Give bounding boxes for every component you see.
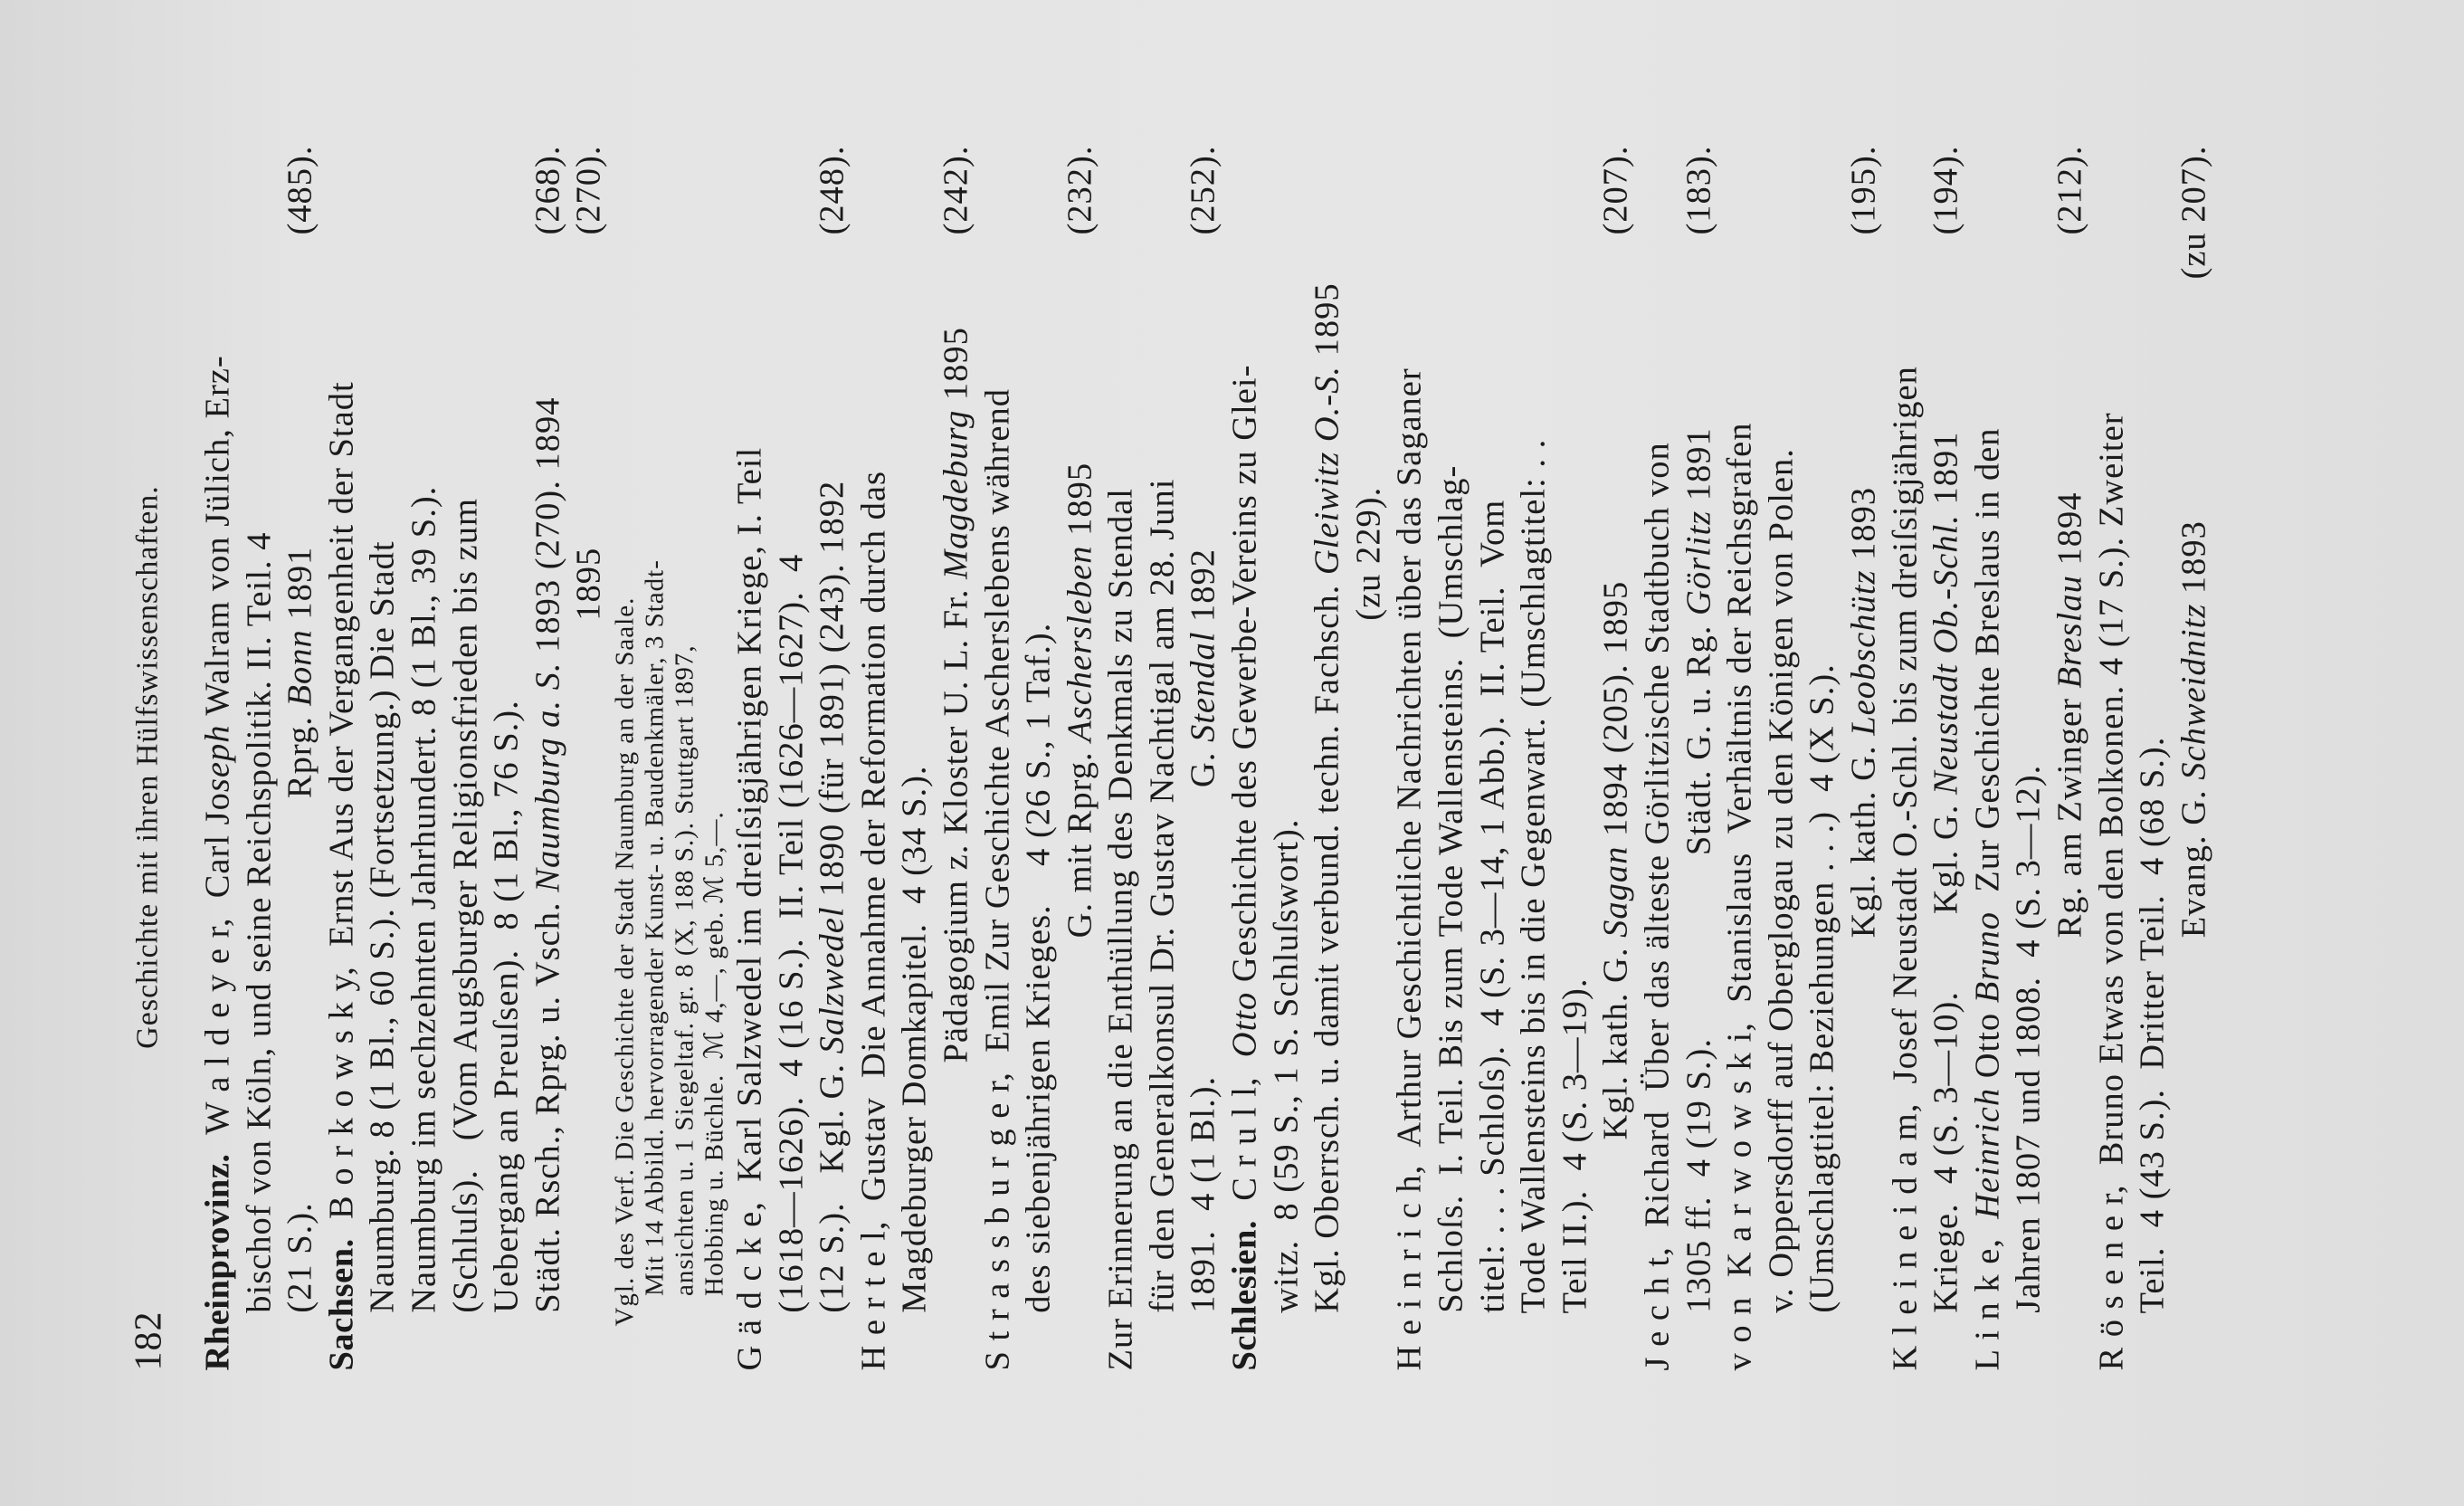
entry-line (1389, 145, 1431, 1370)
entry-text: Pädagogium z. Kloster U. L. Fr. Magdeburg 1895 (936, 326, 975, 1370)
entry-text: Uebergang an Preuſsen). 8 (1 Bl., 76 S.). (487, 699, 526, 1370)
entry-line (1555, 145, 1596, 1370)
entry-line (1018, 145, 1060, 1370)
entry-text: G ä d c k e, Karl Salzwedel im dreiſsigjährigen Kriege, I. Teil (729, 446, 768, 1370)
footnote-line (699, 145, 729, 1370)
entry-text: Magdeburger Domkapitel. 4 (34 S.). (895, 764, 934, 1370)
entry-text: H e r t e l, Gustav Die Annahme der Reformation durch das (853, 470, 892, 1370)
entry-text: Mit 14 Abbild. hervorragender Kunst- u. Baudenkmäler, 3 Stadt- (639, 558, 669, 1370)
entry-line (2008, 145, 2050, 1370)
entry-text: witz. 8 (59 S., 1 S. Schluſswort). (1266, 818, 1305, 1370)
entry-text: 1895 (569, 547, 608, 1370)
entry-text: bischof von Köln, und seine Reichspolitik. II. Teil. 4 (239, 530, 278, 1370)
entry-line (1926, 145, 1967, 1370)
entry-line (1843, 145, 1885, 1370)
entry-text: Naumburg. 8 (1 Bl., 60 S.). (Fortsetzung.) Die Stadt (363, 539, 402, 1370)
bibliography-body (197, 145, 2214, 1370)
entry-line (1183, 145, 1224, 1370)
entry-line (1885, 145, 1926, 1370)
entry-text: (zu 229). (1348, 486, 1387, 1370)
entry-line (2050, 145, 2091, 1370)
entry-line (1595, 145, 1637, 1370)
entry-line (404, 145, 445, 1370)
entry-line (445, 145, 487, 1370)
entry-text: Naumburg im sechzehnten Jahrhundert. 8 (1 Bl., 39 S.). (404, 485, 442, 1370)
entry-text: (12 S.). Kgl. G. Salzwedel 1890 (für 1891) (243). 1892 (813, 480, 851, 1370)
entry-line (321, 145, 363, 1370)
entry-text: R ö s e n e r, Bruno Etwas von den Bolkonen. 4 (17 S.). Zweiter (2091, 411, 2130, 1370)
entry-text: Zur Erinnerung an die Enthüllung des Denkmals zu Stendal (1101, 487, 1140, 1370)
entry-line (1719, 145, 1761, 1370)
entry-line (729, 145, 771, 1370)
entry-line (936, 145, 977, 1370)
entry-line (1142, 145, 1184, 1370)
program-number: (270). (569, 145, 608, 235)
entry-text: G. mit Rprg. Aschersleben 1895 (1060, 462, 1099, 1370)
program-number: (183). (1679, 145, 1717, 235)
entry-text: Teil II.). 4 (S. 3—19). (1555, 977, 1594, 1370)
entry-text: Kgl. Oberrsch. u. damit verbund. techn. Fachsch. Gleiwitz O.-S. 1895 (1308, 281, 1346, 1370)
entry-line (853, 145, 895, 1370)
entry-text: für den Generalkonsul Dr. Gustav Nachtigal am 28. Juni (1142, 478, 1181, 1370)
entry-text: L i n k e, Heinrich Otto Bruno Zur Geschichte Breslaus in den (1967, 426, 2006, 1370)
entry-line (2174, 145, 2215, 1370)
entry-text: Schloſs. I. Teil. Bis zum Tode Wallensteins. (Umschlag- (1432, 464, 1470, 1370)
entry-line (1100, 145, 1142, 1370)
entry-line (1637, 145, 1679, 1370)
entry-text: Teil. 4 (43 S.). Dritter Teil. 4 (68 S.). (2133, 736, 2172, 1370)
entry-text: Jahren 1807 und 1808. 4 (S. 3—12). (2009, 764, 2048, 1370)
entry-line (771, 145, 813, 1370)
entry-line (1472, 145, 1514, 1370)
entry-text: (1618—1626). 4 (16 S.). II. Teil (1626—1627). 4 (771, 553, 810, 1370)
entry-line (977, 145, 1019, 1370)
program-number: (485). (281, 145, 319, 235)
entry-text: Rg. am Zwinger Breslau 1894 (2050, 491, 2088, 1370)
entry-text: Kgl. kath. G. Leobschütz 1893 (1843, 486, 1882, 1370)
entry-line (1761, 145, 1803, 1370)
entry-line (1679, 145, 1720, 1370)
entry-text: (Schluſs). (Vom Augsburger Religionsfrieden bis zum (445, 497, 484, 1370)
entry-line (1431, 145, 1472, 1370)
entry-line (1802, 145, 1843, 1370)
entry-text: Sachsen. B o r k o w s k y, Ernst Aus der Vergangenheit der Stadt (321, 380, 360, 1370)
entry-text: H e i n r i c h, Arthur Geschichtliche Nachrichten über das Saganer (1390, 367, 1429, 1370)
program-number: (195). (1843, 145, 1882, 235)
page-header (127, 163, 181, 1370)
page-number: 182 (128, 1311, 169, 1370)
program-number: (212). (2050, 145, 2088, 235)
entry-text: Vgl. des Verf. Die Geschichte der Stadt Naumburg an der Saale. (609, 596, 639, 1370)
entry-text: 1891. 4 (1 Bl.). G. Stendal 1892 (1184, 548, 1222, 1370)
program-number: (252). (1184, 145, 1222, 235)
entry-line (1266, 145, 1308, 1370)
entry-line (280, 145, 321, 1370)
entry-text: (21 S.). Rprg. Bonn 1891 (281, 546, 319, 1370)
footnote-line (610, 145, 640, 1370)
entry-text: Schlesien. C r u l l, Otto Geschichte des Gewerbe-Vereins zu Glei- (1225, 364, 1264, 1370)
entry-text: ansichten u. 1 Siegeltaf. gr. 8 (X, 188 S.). Stuttgart 1897, (669, 643, 699, 1370)
entry-line (1348, 145, 1390, 1370)
entry-text: 1305 ff. 4 (19 S.). Städt. G. u. Rg. Görlitz 1891 (1679, 426, 1717, 1370)
entry-line (1513, 145, 1555, 1370)
entry-line (1967, 145, 2009, 1370)
entry-line (894, 145, 936, 1370)
footnote-line (640, 145, 670, 1370)
program-number: (242). (936, 145, 975, 235)
entry-text: Kgl. kath. G. Sagan 1894 (205). 1895 (1596, 580, 1635, 1370)
entry-text: Rheinprovinz. W a l d e y e r, Carl Joseph Walram von Jülich, Erz- (198, 354, 236, 1370)
entry-text: des siebenjährigen Krieges. 4 (26 S., 1 Taf.). (1019, 622, 1058, 1370)
entry-text: J e c h t, Richard Über das älteste Görlitzische Stadtbuch von (1638, 441, 1676, 1370)
entry-text: v. Oppersdorff auf Oberglogau zu den Königen von Polen. (1761, 447, 1800, 1370)
entry-line (2132, 145, 2174, 1370)
entry-line (239, 145, 281, 1370)
entry-line (568, 145, 610, 1370)
entry-text: S t r a s s b u r g e r, Emil Zur Geschichte Ascherslebens während (977, 387, 1016, 1370)
entry-text: titel: . . . Schloſs). 4 (S. 3—14, 1 Abb.). II. Teil. Vom (1472, 499, 1511, 1370)
program-number: (268). (528, 145, 566, 235)
program-number: (232). (1060, 145, 1099, 235)
entry-text: K l e i n e i d a m, Josef Neustadt O.-Schl. bis zum dreiſsigjährigen (1885, 365, 1924, 1370)
entry-text: (Umschlagtitel: Beziehungen . . .) 4 (X S.). (1803, 662, 1841, 1370)
entry-line (486, 145, 528, 1370)
entry-text: Städt. Rsch., Rprg. u. Vsch. Naumburg a. S. 1893 (270). 1894 (528, 396, 566, 1370)
entry-text: Tode Wallensteins bis in die Gegenwart. (Umschlagtitel: . . (1514, 438, 1553, 1370)
program-number: (207). (1596, 145, 1635, 235)
entry-line (2091, 145, 2133, 1370)
entry-text: Kriege. 4 (S. 3—10). Kgl. G. Neustadt Ob.-Schl. 1891 (1926, 430, 1965, 1370)
footnote-line (670, 145, 699, 1370)
entry-line (1224, 145, 1266, 1370)
entry-line (197, 145, 239, 1370)
entry-line (812, 145, 853, 1370)
program-number: (194). (1926, 145, 1965, 235)
entry-text: Evang. G. Schweidnitz 1893 (2174, 519, 2212, 1370)
entry-line (1060, 145, 1101, 1370)
entry-line (1307, 145, 1348, 1370)
program-number: (zu 207). (2174, 145, 2212, 279)
entry-text: Hobbing u. Büchle. ℳ 4,—, geb. ℳ 5,—. (699, 810, 728, 1370)
program-number: (248). (813, 145, 851, 235)
entry-line (528, 145, 569, 1370)
running-title: Geschichte mit ihren Hülfswissenschaften. (130, 484, 164, 1049)
entry-line (362, 145, 404, 1370)
entry-text: v o n K a r w o w s k i, Stanislaus Verhältnis der Reichsgrafen (1720, 422, 1759, 1370)
